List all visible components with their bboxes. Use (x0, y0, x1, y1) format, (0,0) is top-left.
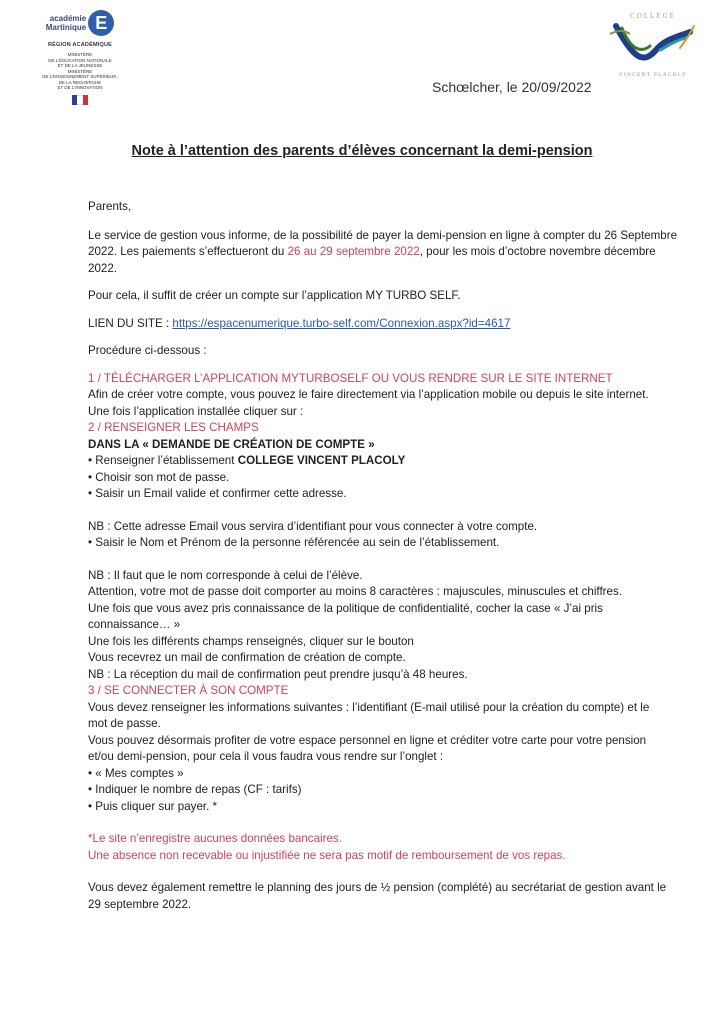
confirmation-line: Vous recevrez un mail de confirmation de création de compte. (88, 651, 406, 664)
step-2-heading: 2 / RENSEIGNER LES CHAMPS (88, 421, 259, 434)
ministry-line: MINISTÈRE (67, 68, 93, 74)
intro-line-2-end: , pour les mois d’octobre novembre décembre (419, 245, 656, 258)
step-1-line-1: Afin de créer votre compte, vous pouvez le faire directement via l’application mobile ou depuis le site internet. (88, 388, 649, 401)
paragraph-account: Pour cela, il suffit de créer un compte sur l’application MY TURBO SELF. (88, 289, 461, 302)
note-name: NB : Il faut que le nom corresponde à celui de l’élève. (88, 568, 363, 582)
bullet-item: • Indiquer le nombre de repas (CF : tarifs) (88, 783, 302, 796)
school-name: COLLEGE VINCENT PLACOLY (237, 454, 406, 467)
page-title: Note à l’attention des parents d’élèves concernant la demi-pension (131, 143, 593, 159)
bullet-item (88, 453, 710, 470)
college-logo (604, 12, 702, 78)
step-1-line-2: Une fois l’application installée cliquer sur : (88, 404, 304, 418)
college-logo-swoosh-icon (604, 20, 702, 72)
bullet-item: • Puis cliquer sur payer. * (88, 799, 218, 813)
academy-word-1: académie (49, 14, 87, 23)
date-line: Schœlcher, le 20/09/2022 (432, 79, 592, 95)
college-logo-top-text: COLLEGE (630, 12, 676, 20)
step-3-line-3: Vous pouvez désormais profiter de votre espace personnel en ligne et créditer votre carte pour votre pension (88, 733, 647, 747)
fields-line: Une fois les différents champs renseignés, cliquer sur le bouton (88, 634, 414, 648)
paragraph-intro (88, 228, 710, 278)
ministry-line: DE L'ÉDUCATION NATIONALE (48, 57, 112, 63)
step-2-subheading: DANS LA « DEMANDE DE CRÉATION DE COMPTE » (88, 437, 375, 451)
site-line (88, 316, 710, 333)
ministry-line: MINISTÈRE (67, 52, 93, 57)
intro-line-2-start: 2022. Les paiements s’effectueront du (88, 245, 288, 258)
step-3-line-2: mot de passe. (88, 717, 161, 730)
note-email: NB : Cette adresse Email vous servira d’identifiant pour vous connecter à votre compte. (88, 519, 538, 533)
academy-word-2: Martinique (45, 23, 87, 32)
privacy-line-1: Une fois que vous avez pris connaissance de la politique de confidentialité, cocher la case « J’ai pris (88, 601, 603, 615)
greeting: Parents, (88, 200, 132, 213)
college-logo-bottom-text: VINCENT PLACOLY (618, 73, 688, 78)
warning-refund: Une absence non recevable ou injustifiée ne sera pas motif de remboursement de vos repas. (88, 848, 566, 862)
ministry-line: DE LA RECHERCHE (58, 79, 102, 85)
password-rule: Attention, votre mot de passe doit comporter au moins 8 caractères : majuscules, minuscules et chiffres. (88, 585, 622, 598)
site-label: LIEN DU SITE : (88, 316, 173, 330)
step-1-heading: 1 / TÉLÉCHARGER L’APPLICATION MYTURBOSELF OU VOUS RENDRE SUR LE SITE INTERNET (88, 371, 613, 385)
ministry-line: ET DE L'INNOVATION (57, 85, 103, 90)
academy-wordmark (46, 14, 86, 32)
ministry-text (30, 52, 130, 91)
procedure-heading: Procédure ci-dessous : (88, 344, 207, 357)
bullet-text: • Renseigner l’établissement (88, 454, 238, 467)
step-3-heading: 3 / SE CONNECTER À SON COMPTE (88, 684, 289, 697)
note-delay: NB : La réception du mail de confirmation peut prendre jusqu’à 48 heures. (88, 667, 468, 681)
french-flag-icon (72, 95, 88, 105)
ministry-line: DE L'ENSEIGNEMENT SUPÉRIEUR, (42, 74, 118, 79)
privacy-line-2: connaissance… » (88, 618, 181, 631)
bullet-item: • Choisir son mot de passe. (88, 470, 230, 484)
site-link[interactable]: https://espacenumerique.turbo-self.com/Connexion.aspx?id=4617 (172, 316, 511, 330)
intro-line-1: Le service de gestion vous informe, de la possibilité de payer la demi-pension en ligne à compter du 26 Septembre (88, 228, 678, 242)
bullet-item: • « Mes comptes » (88, 766, 184, 780)
bullet-item: • Saisir le Nom et Prénom de la personne référencée au sein de l’établissement. (88, 536, 500, 549)
academy-logo (30, 10, 130, 105)
academy-e-icon: E (88, 10, 114, 36)
region-label: RÉGION ACADÉMIQUE (47, 42, 112, 48)
payment-dates-highlight: 26 au 29 septembre 2022 (287, 245, 420, 258)
final-line-1: Vous devez également remettre le planning des jours de ½ pension (complété) au secrétariat de gestion avant le (88, 881, 667, 894)
final-line-2: 29 septembre 2022. (88, 897, 192, 911)
bullet-item: • Saisir un Email valide et confirmer cette adresse. (88, 487, 347, 500)
step-3-line-1: Vous devez renseigner les informations suivantes : l’identifiant (E-mail utilisé pour la création du compte) et le (88, 700, 650, 714)
letter-body (88, 199, 710, 913)
ministry-line: ET DE LA JEUNESSE (57, 63, 103, 68)
intro-line-3: 2022. (88, 261, 118, 275)
warning-bank-data: *Le site n’enregistre aucunes données bancaires. (88, 832, 342, 845)
step-3-line-4: et/ou demi-pension, pour cela il vous faudra vous rendre sur l’onglet : (88, 750, 444, 763)
